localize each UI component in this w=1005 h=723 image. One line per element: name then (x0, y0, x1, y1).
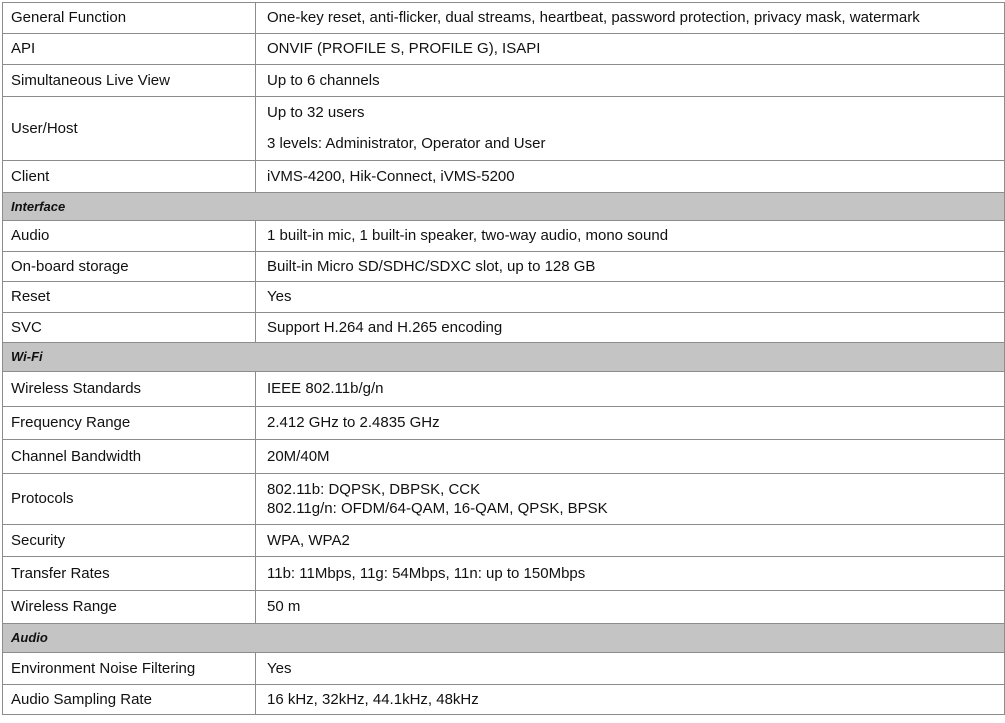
spec-value-line: Built-in Micro SD/SDHC/SDXC slot, up to 128 GB (267, 257, 596, 275)
spec-row (3, 525, 1005, 557)
spec-value-line: Yes (267, 288, 292, 305)
spec-row (3, 591, 1005, 624)
spec-label: Frequency Range (3, 407, 256, 440)
spec-value-line: 50 m (267, 598, 301, 615)
spec-label: Wireless Range (3, 591, 256, 624)
spec-value (256, 525, 1005, 557)
spec-label: Transfer Rates (3, 557, 256, 591)
spec-row (3, 557, 1005, 591)
section-header-row (3, 193, 1005, 221)
spec-row (3, 34, 1005, 65)
spec-row (3, 653, 1005, 685)
spec-label: Reset (3, 282, 256, 313)
spec-value-line: 802.11g/n: OFDM/64-QAM, 16-QAM, QPSK, BPSK (267, 499, 608, 517)
spec-value (256, 440, 1005, 474)
spec-row (3, 97, 1005, 161)
section-header-row (3, 624, 1005, 653)
spec-value-line: Up to 32 users (267, 104, 365, 121)
spec-value (256, 34, 1005, 65)
spec-value-line: 2.412 GHz to 2.4835 GHz (267, 414, 440, 431)
section-title: Wi-Fi (3, 343, 1005, 372)
spec-value (256, 372, 1005, 407)
spec-value-line: IEEE 802.11b/g/n (267, 380, 384, 397)
spec-value-line: Support H.264 and H.265 encoding (267, 318, 503, 336)
spec-label: Audio Sampling Rate (3, 685, 256, 715)
spec-label: Security (3, 525, 256, 557)
spec-value-line: Yes (267, 659, 292, 677)
spec-value (256, 653, 1005, 685)
spec-table (2, 2, 1005, 715)
spec-row (3, 3, 1005, 34)
spec-value-line: 11b: 11Mbps, 11g: 54Mbps, 11n: up to 150Mbps (267, 564, 586, 582)
spec-row (3, 282, 1005, 313)
spec-value (256, 557, 1005, 591)
spec-row (3, 161, 1005, 193)
spec-label: Client (3, 161, 256, 193)
spec-value (256, 591, 1005, 624)
spec-value (256, 407, 1005, 440)
spec-value-line: 3 levels: Administrator, Operator and User (267, 135, 546, 152)
spec-table-body (3, 3, 1005, 715)
spec-label: User/Host (3, 97, 256, 161)
spec-value (256, 65, 1005, 97)
spec-row (3, 474, 1005, 525)
spec-value-line: ONVIF (PROFILE S, PROFILE G), ISAPI (267, 40, 541, 57)
spec-value-line: One-key reset, anti-flicker, dual streams, heartbeat, password protection, privacy mask, watermark (267, 9, 920, 26)
spec-value-line: Up to 6 channels (267, 71, 380, 89)
spec-label: Wireless Standards (3, 372, 256, 407)
spec-value (256, 685, 1005, 715)
spec-value (256, 3, 1005, 34)
spec-row (3, 372, 1005, 407)
spec-value (256, 282, 1005, 313)
spec-label: Audio (3, 221, 256, 252)
spec-label: SVC (3, 313, 256, 343)
spec-value (256, 474, 1005, 525)
spec-label: Channel Bandwidth (3, 440, 256, 474)
spec-value-line: 802.11b: DQPSK, DBPSK, CCK (267, 480, 481, 498)
spec-value (256, 313, 1005, 343)
spec-label: Environment Noise Filtering (3, 653, 256, 685)
spec-row (3, 252, 1005, 282)
spec-value-line: 1 built-in mic, 1 built-in speaker, two-way audio, mono sound (267, 227, 669, 244)
section-title: Interface (3, 193, 1005, 221)
spec-label: General Function (3, 3, 256, 34)
spec-value-line: 20M/40M (267, 447, 330, 465)
spec-label: On-board storage (3, 252, 256, 282)
section-title: Audio (3, 624, 1005, 653)
spec-label: Simultaneous Live View (3, 65, 256, 97)
spec-value-line: 16 kHz, 32kHz, 44.1kHz, 48kHz (267, 690, 479, 708)
spec-value (256, 252, 1005, 282)
section-header-row (3, 343, 1005, 372)
spec-row (3, 221, 1005, 252)
spec-value-line: iVMS-4200, Hik-Connect, iVMS-5200 (267, 167, 515, 185)
spec-row (3, 440, 1005, 474)
spec-value (256, 221, 1005, 252)
spec-row (3, 407, 1005, 440)
spec-row (3, 685, 1005, 715)
spec-label: API (3, 34, 256, 65)
spec-row (3, 65, 1005, 97)
spec-value (256, 161, 1005, 193)
spec-label: Protocols (3, 474, 256, 525)
spec-value (256, 97, 1005, 161)
spec-row (3, 313, 1005, 343)
spec-value-line: WPA, WPA2 (267, 531, 350, 549)
